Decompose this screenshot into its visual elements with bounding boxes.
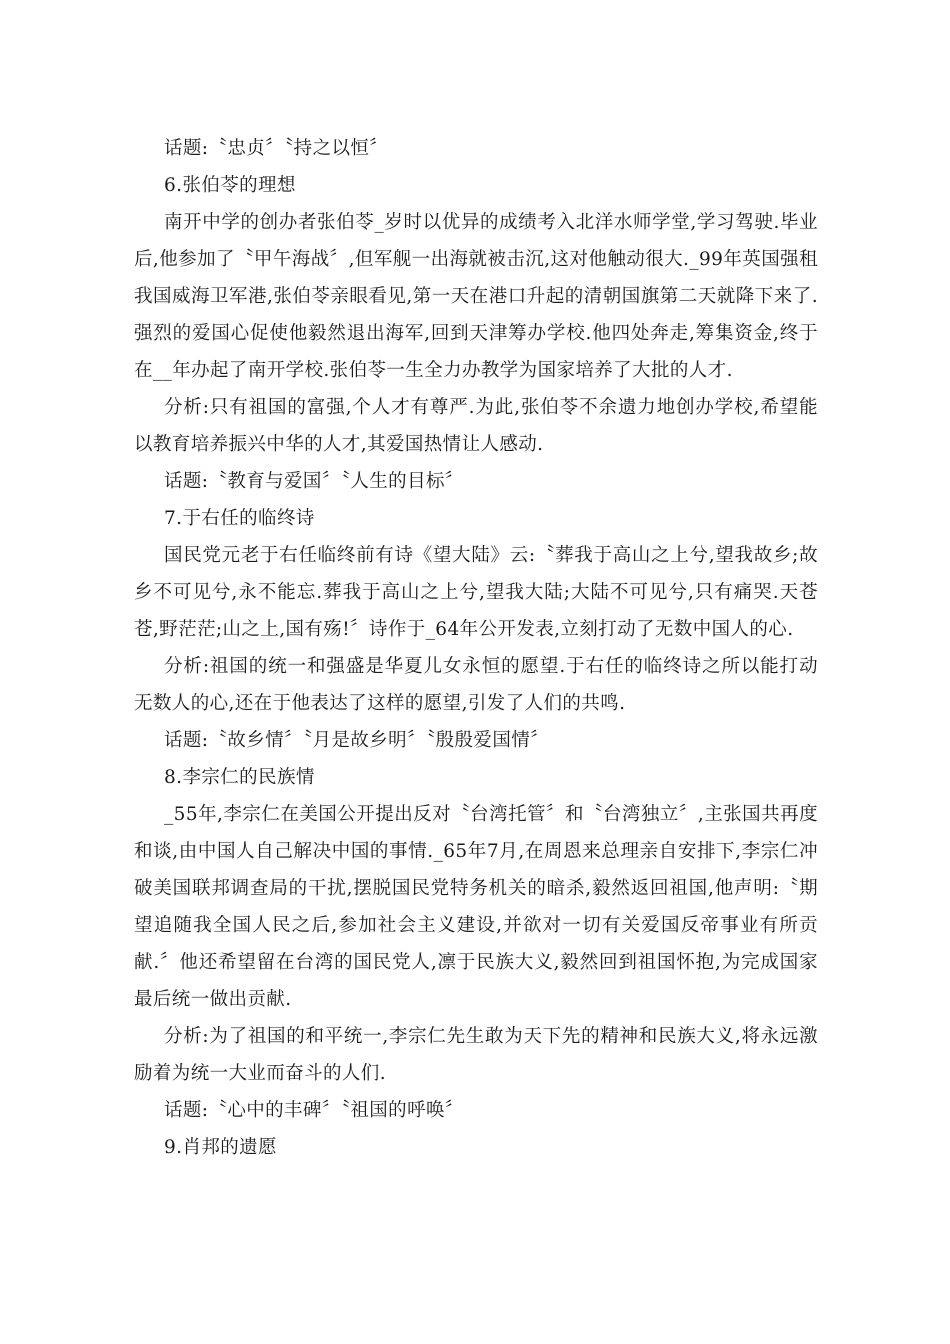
topic-line: 话题:〝故乡情〞〝月是故乡明〞〝殷殷爱国情〞 [164, 730, 550, 751]
topic-line: 话题:〝心中的丰碑〞〝祖国的呼唤〞 [164, 1100, 464, 1121]
analysis-paragraph: 分析:只有祖国的富强,个人才有尊严.为此,张伯苓不余遗力地创办学校,希望能以教育培养振兴中华的人才,其爱国热情让人感动. [134, 397, 818, 455]
body-paragraph: 国民党元老于右任临终前有诗《望大陆》云:〝葬我于高山之上兮,望我故乡;故乡不可见兮,永不能忘.葬我于高山之上兮,望我大陆;大陆不可见兮,只有痛哭.天苍苍,野茫茫;山之上,国有殇!〞诗作于_64年公开发表,立刻打动了无数中国人的心. [134, 545, 818, 640]
section-heading: 7.于右任的临终诗 [164, 508, 315, 529]
topic-line: 话题:〝忠贞〞〝持之以恒〞 [164, 138, 389, 159]
analysis-paragraph: 分析:为了祖国的和平统一,李宗仁先生敢为天下先的精神和民族大义,将永远激励着为统一大业而奋斗的人们. [134, 1026, 818, 1084]
section-heading: 8.李宗仁的民族情 [164, 767, 315, 788]
body-paragraph: 南开中学的创办者张伯苓_岁时以优异的成绩考入北洋水师学堂,学习驾驶.毕业后,他参加了〝甲午海战〞,但军舰一出海就被击沉,这对他触动很大._99年英国强租我国威海卫军港,张伯苓亲眼看见,第一天在港口升起的清朝国旗第二天就降下来了.强烈的爱国心促使他毅然退出海军,回到天津筹办学校.他四处奔走,筹集资金,终于在__年办起了南开学校.张伯苓一生全力办教学为国家培养了大批的人才. [134, 212, 818, 381]
topic-line: 话题:〝教育与爱国〞〝人生的目标〞 [164, 471, 464, 492]
section-heading: 9.肖邦的遗愿 [164, 1137, 277, 1158]
document-body [134, 130, 818, 1166]
analysis-paragraph: 分析:祖国的统一和强盛是华夏儿女永恒的愿望.于右任的临终诗之所以能打动无数人的心,还在于他表达了这样的愿望,引发了人们的共鸣. [134, 656, 818, 714]
section-heading: 6.张伯苓的理想 [164, 175, 296, 196]
body-paragraph: _55年,李宗仁在美国公开提出反对〝台湾托管〞和〝台湾独立〞,主张国共再度和谈,由中国人自己解决中国的事情._65年7月,在周恩来总理亲自安排下,李宗仁冲破美国联邦调查局的干扰,摆脱国民党特务机关的暗杀,毅然返回祖国,他声明:〝期望追随我全国人民之后,参加社会主义建设,并欲对一切有关爱国反帝事业有所贡献.〞他还希望留在台湾的国民党人,凛于民族大义,毅然回到祖国怀抱,为完成国家最后统一做出贡献. [134, 804, 818, 1010]
